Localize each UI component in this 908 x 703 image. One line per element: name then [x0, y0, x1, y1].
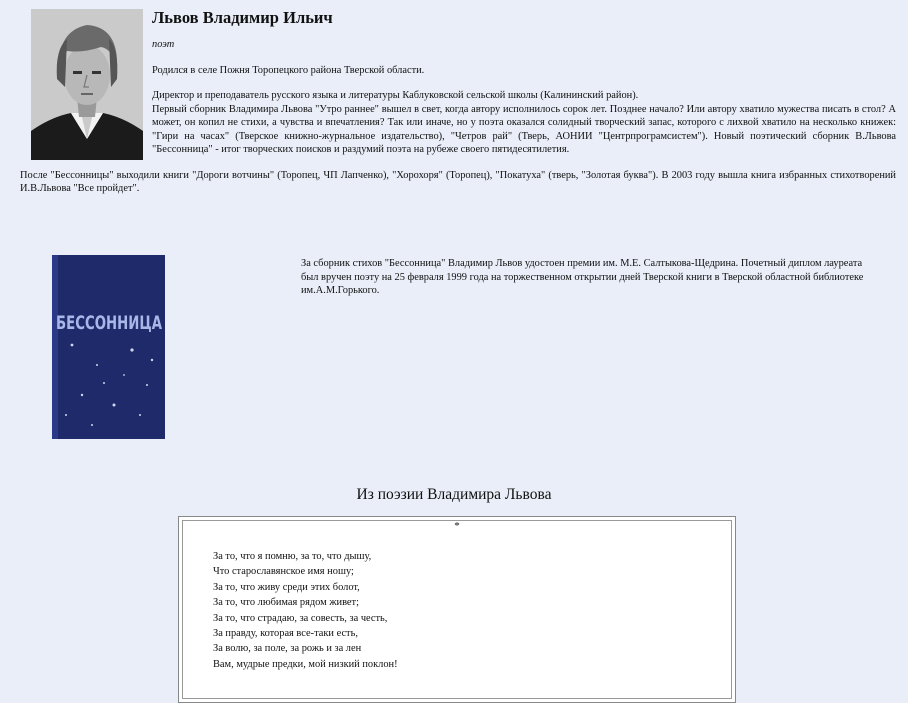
bio-occupation: Директор и преподаватель русского языка и литературы Каблуковской сельской школы (Калининский район). [152, 90, 639, 101]
author-name: Львов Владимир Ильич [152, 8, 333, 27]
bio-birthplace: Родился в селе Пожня Торопецкого района Тверской области. [152, 64, 425, 76]
poem-line: За то, что я помню, за то, что дышу, [213, 551, 372, 562]
bio-section [20, 8, 896, 196]
poetry-section-title: Из поэзии Владимира Львова [356, 486, 552, 503]
book-cover-image [52, 255, 165, 439]
poem-lines [213, 549, 398, 672]
spacer [20, 157, 896, 169]
award-text: За сборник стихов "Бессонница" Владимир Львов удостоен премии им. М.Е. Салтыкова-Щедрина. Почетный диплом лауреата был вручен поэту на 25 февраля 1999 года на торжественном открытии дней Тверской книги в Тверской областной библиотеке им.А.М.Горького. [301, 258, 864, 296]
poem-frame [178, 516, 736, 703]
award-section [301, 257, 876, 298]
poem-line: За правду, которая все-таки есть, [213, 628, 358, 640]
bio-first-books: Первый сборник Владимира Львова "Утро раннее" вышел в свет, когда автору исполнилось сорок лет. Позднее начало? Или автору хватило мужества писать в стол? А может, он копил не стихи, а чувства и впечатления? Так или иначе, но у поэта оказался солидный творческий запас, которого с лихвой хватило на несколько книжек: "Гири на часах" (Тверское книжно-журнальное издательство), "Четров рай" (Тверь, АОНИИ "Центрпрограмсистем"). Новый поэтический сборник В.Львова "Бессонница" - итог творческих поисков и раздумий поэта на рубеже своего пятидесятилетия. [152, 103, 896, 155]
poem-line: За волю, за поле, за рожь и за лен [213, 643, 362, 655]
author-role: поэт [152, 39, 175, 50]
poem-line: За то, что страдаю, за совесть, за честь, [213, 612, 388, 624]
photo-spacer [20, 8, 152, 158]
poem-line: Что старославянское имя ношу; [213, 566, 354, 578]
poem-line: За то, что живу среди этих болот, [213, 581, 360, 593]
book-cover-title: БЕССОННИЦА [56, 312, 163, 334]
poem-line: Вам, мудрые предки, мой низкий поклон! [213, 658, 398, 670]
poem-line: За то, что любимая рядом живет; [213, 597, 359, 609]
bio-later-books: После "Бессонницы" выходили книги "Дороги вотчины" (Торопец, ЧП Лапченко), "Хорохоря" (Торопец), "Покатуха" (тверь, "Золотая буква"). В 2003 году вышла книга избранных стихотворений И.В.Львова "Все пройдет". [20, 169, 896, 194]
poem-star: * [454, 520, 460, 532]
